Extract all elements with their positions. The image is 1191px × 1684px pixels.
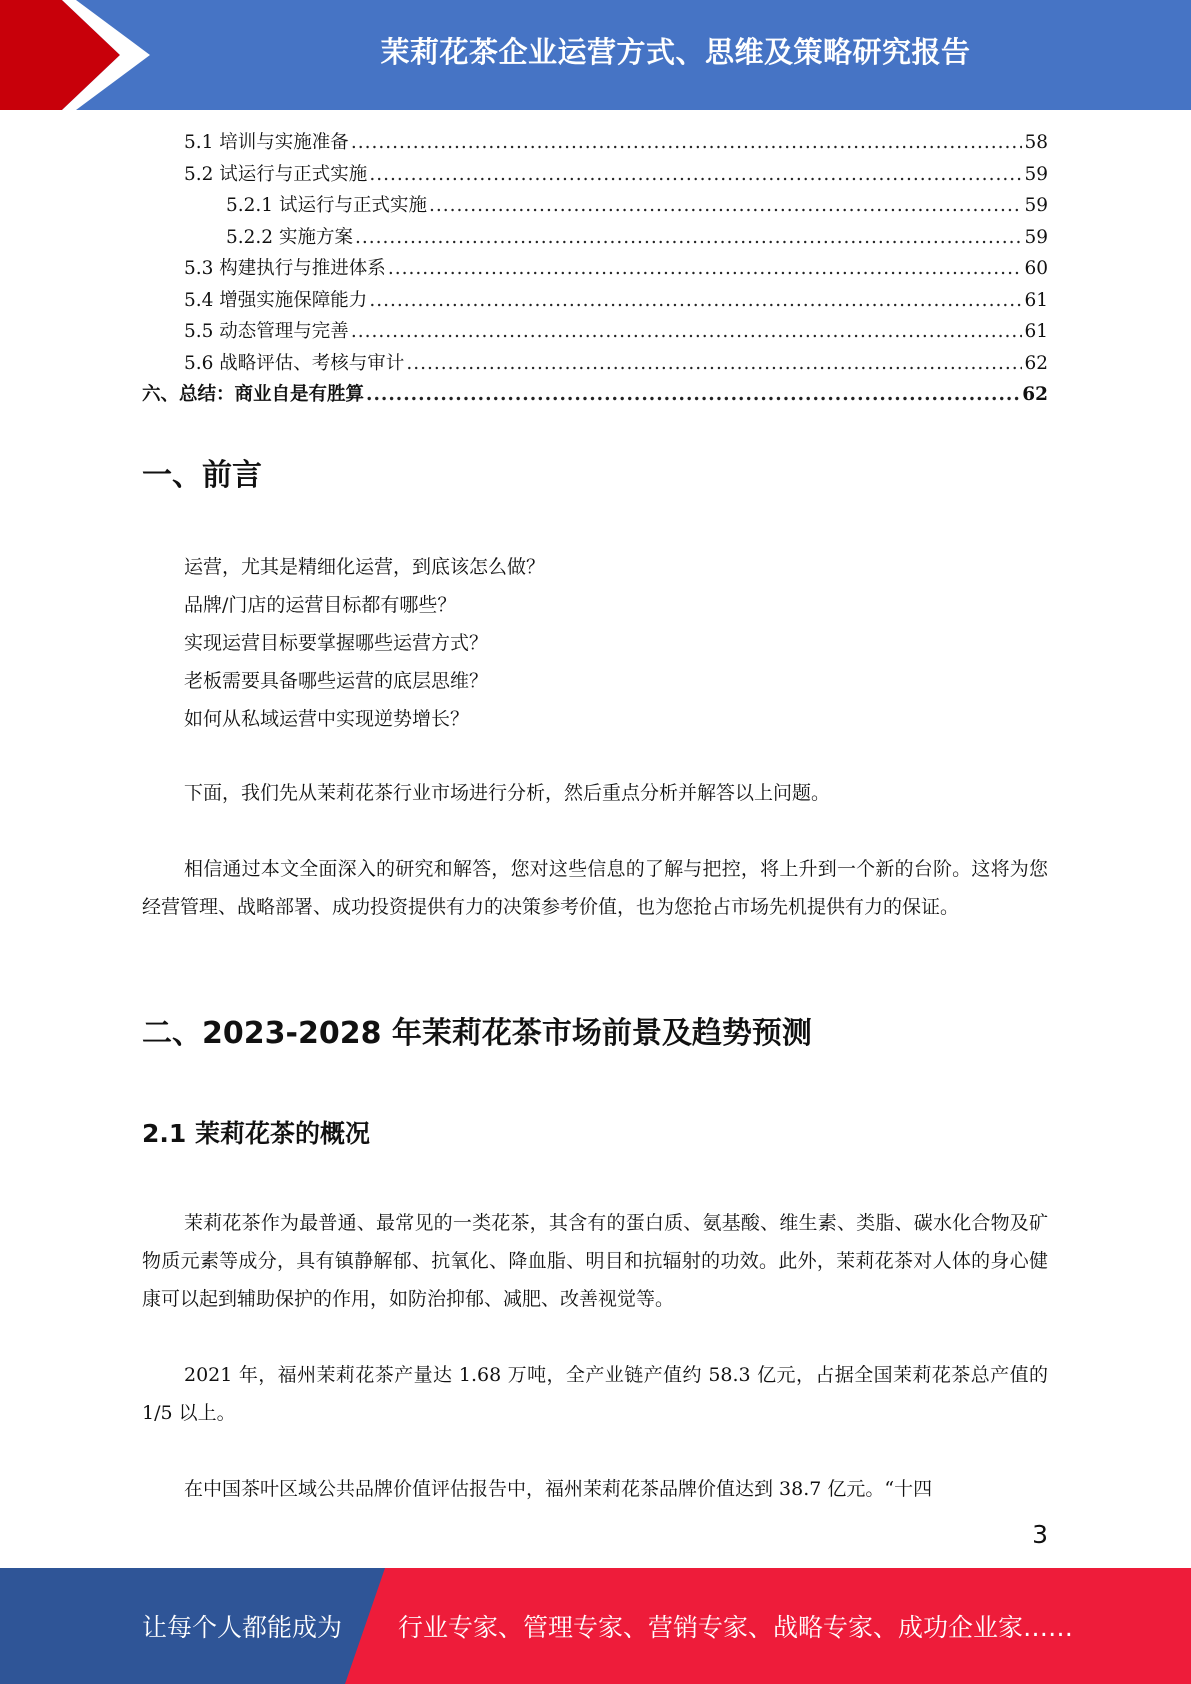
toc-leader-dots (351, 321, 1023, 342)
question-item: 实现运营目标要掌握哪些运营方式？ (184, 632, 489, 654)
toc-leader-dots (369, 290, 1022, 311)
document-title: 茉莉花茶企业运营方式、思维及策略研究报告 (380, 34, 971, 69)
paragraph: 相信通过本文全面深入的研究和解答，您对这些信息的了解与把控，将上升到一个新的台阶。这将为您经营管理、战略部署、成功投资提供有力的决策参考价值，也为您抢占市场先机提供有力的保证。 (142, 858, 1048, 918)
toc-leader-dots (369, 164, 1022, 185)
toc-entry-page: 62 (1024, 352, 1048, 374)
toc-entry-page: 60 (1024, 258, 1048, 279)
paragraph: 茉莉花茶作为最普通、最常见的一类花茶，其含有的蛋白质、氨基酸、维生素、类脂、碳水化合物及矿物质元素等成分，具有镇静解郁、抗氧化、降血脂、明目和抗辐射的功效。此外，茉莉花茶对人体的身心健康可以起到辅助保护的作用，如防治抑郁、减肥、改善视觉等。 (142, 1212, 1048, 1310)
toc-entry[interactable] (142, 349, 1048, 381)
toc-entry[interactable] (142, 128, 1048, 160)
toc-entry-chapter[interactable] (142, 380, 1048, 412)
toc-leader-dots (366, 384, 1020, 405)
subsection-heading-overview: 2.1 茉莉花茶的概况 (142, 1119, 370, 1148)
toc-entry-page: 58 (1024, 132, 1048, 153)
toc-leader-dots (351, 132, 1023, 153)
toc-entry-label: 5.1 培训与实施准备 (184, 132, 349, 153)
toc-entry[interactable] (142, 286, 1048, 318)
toc-leader-dots (355, 227, 1023, 248)
question-list (184, 548, 545, 738)
toc-entry-page: 59 (1024, 195, 1048, 216)
toc-leader-dots (406, 353, 1022, 374)
toc-entry[interactable] (142, 223, 1048, 255)
toc-entry[interactable] (142, 254, 1048, 286)
paragraph: 2021 年，福州茉莉花茶产量达 1.68 万吨，全产业链产值约 58.3 亿元，占据全国茉莉花茶总产值的 1/5 以上。 (142, 1364, 1048, 1424)
footer-banner (0, 1568, 1191, 1684)
toc-entry-page: 61 (1024, 321, 1048, 342)
toc-entry-page: 59 (1024, 226, 1048, 248)
toc-entry-page: 62 (1022, 384, 1048, 405)
footer-slogan-right: 行业专家、管理专家、营销专家、战略专家、成功企业家…… (398, 1613, 1074, 1642)
toc-entry-label: 5.2.1 试运行与正式实施 (226, 195, 427, 216)
page-number: 3 (1032, 1520, 1048, 1549)
toc-entry-label: 5.3 构建执行与推进体系 (184, 258, 386, 279)
section-heading-market-outlook: 二、2023-2028 年茉莉花茶市场前景及趋势预测 (142, 1016, 812, 1051)
toc-entry[interactable] (142, 317, 1048, 349)
toc-entry-label: 5.6 战略评估、考核与审计 (184, 352, 405, 374)
toc-entry-label: 六、总结：商业自是有胜算 (142, 384, 365, 405)
question-item: 老板需要具备哪些运营的底层思维？ (184, 670, 489, 692)
table-of-contents (142, 128, 1048, 412)
header-banner (0, 0, 1191, 110)
question-item: 运营，尤其是精细化运营，到底该怎么做？ (184, 556, 546, 578)
header-arrow-decoration (0, 0, 160, 110)
toc-entry-page: 59 (1024, 163, 1048, 185)
toc-entry[interactable] (142, 191, 1048, 223)
toc-entry-label: 5.5 动态管理与完善 (184, 321, 349, 342)
toc-entry-label: 5.2 试运行与正式实施 (184, 163, 368, 185)
toc-entry-label: 5.4 增强实施保障能力 (184, 289, 368, 311)
footer-slogan-left: 让每个人都能成为 (142, 1613, 343, 1642)
toc-leader-dots (429, 195, 1022, 216)
toc-entry-page: 61 (1024, 289, 1048, 311)
question-item: 如何从私域运营中实现逆势增长？ (184, 708, 470, 730)
toc-leader-dots (388, 258, 1023, 279)
toc-entry-label: 5.2.2 实施方案 (226, 226, 353, 248)
question-item: 品牌/门店的运营目标都有哪些？ (184, 594, 457, 616)
paragraph: 下面，我们先从茉莉花茶行业市场进行分析，然后重点分析并解答以上问题。 (184, 782, 831, 804)
toc-entry[interactable] (142, 160, 1048, 192)
paragraph: 在中国茶叶区域公共品牌价值评估报告中，福州茉莉花茶品牌价值达到 38.7 亿元。“十四 (184, 1478, 933, 1500)
section-heading-preface: 一、前言 (142, 458, 262, 493)
